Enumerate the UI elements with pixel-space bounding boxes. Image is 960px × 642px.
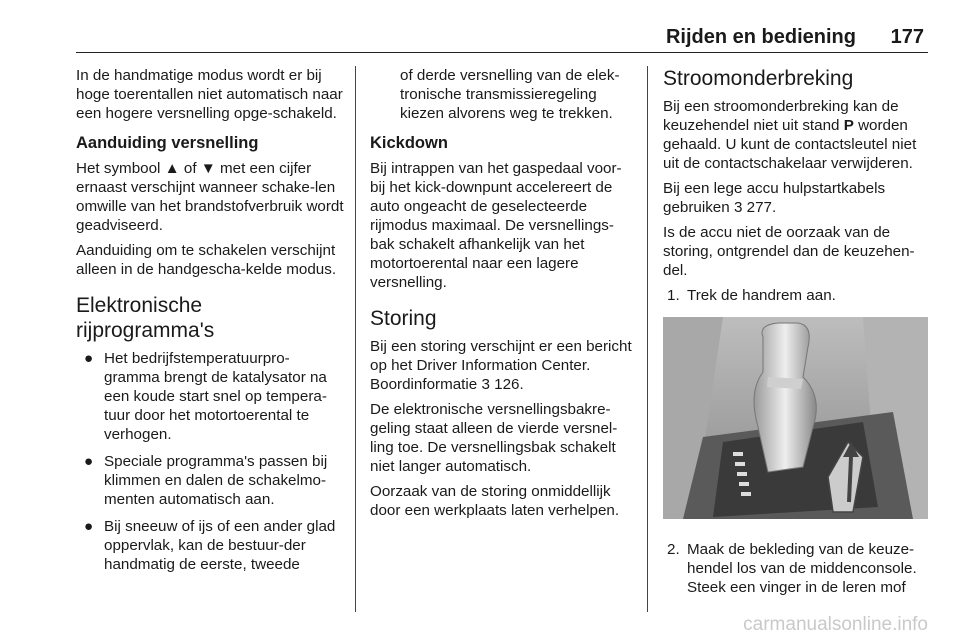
page-ref-icon: 3 [481, 376, 490, 393]
paragraph: Bij een stroomonderbreking kan de keuzehendel niet uit stand P worden gehaald. U kunt de contactsleutel niet uit de contactschakelaar verwijderen. [663, 98, 917, 172]
list-item: ● Speciale programma's passen bij klimmen en dalen de schakelmo-menten automatisch aan. [84, 453, 328, 508]
page-header [76, 0, 928, 53]
column-1 [76, 66, 344, 582]
page-reference: 126. [494, 376, 524, 393]
column-divider [355, 66, 356, 612]
page-reference: 277. [746, 199, 777, 216]
paragraph: Het symbool ▲ of ▼ met een cijfer ernaast verschijnt wanneer schake-len omwille van het brandstofverbruik wordt geadviseerd. [76, 160, 344, 234]
list-item: 2. Maak de bekleding van de keuze-hendel los van de middenconsole. Steek een vinger in de leren mof [667, 541, 917, 596]
heading-elektronische-rijprogrammas [76, 293, 344, 343]
heading-kickdown: Kickdown [370, 134, 448, 152]
heading-aanduiding-versnelling: Aanduiding versnelling [76, 134, 259, 152]
paragraph: De elektronische versnellingsbakre-geling staat alleen de vierde versnel-ling toe. De versnellingsbak schakelt niet langer automatisch. [370, 401, 618, 475]
bullet-icon: ● [84, 518, 94, 535]
paragraph: Bij een lege accu hulpstartkabels gebruiken 3 277. [663, 180, 886, 216]
paragraph: Oorzaak van de storing onmiddellijk door een werkplaats laten verhelpen. [370, 483, 620, 519]
column-3 [663, 66, 928, 603]
bullet-list [76, 349, 344, 574]
step-list [663, 286, 928, 305]
heading-line: Elektronische [76, 294, 203, 317]
paragraph: In de handmatige modus wordt er bij hoge toerentallen niet automatisch naar een hogere versnelling opge-schakeld. [76, 67, 343, 122]
bullet-icon: ● [84, 453, 94, 470]
paragraph: Bij intrappen van het gaspedaal voor-bij het kick-downpunt accelereert de auto ongeacht de geselecteerde rijmodus maximaal. De versnellings-bak schakelt afhankelijk van het motortoerental naar een lagere versnelling. [370, 160, 622, 291]
page-ref-icon: 3 [733, 199, 743, 216]
section-title: Rijden en bediening [665, 26, 856, 48]
list-item: ● Bij sneeuw of ijs of een ander glad oppervlak, kan de bestuur-der handmatig de eerste, tweede [84, 518, 336, 573]
watermark: carmanualsonline.info [743, 614, 928, 635]
page-number: 177 [890, 26, 924, 48]
paragraph: Is de accu niet de oorzaak van de storing, ontgrendel dan de keuzehen-del. [663, 224, 915, 279]
bullet-icon: ● [84, 350, 94, 367]
list-item: ● Het bedrijfstemperatuurpro-gramma brengt de katalysator na een koude start snel op tempera-tuur door het motortoerental te verhogen. [84, 350, 327, 443]
list-item: 1. Trek de handrem aan. [667, 287, 836, 304]
column-2 [370, 66, 632, 526]
heading-storing: Storing [370, 307, 437, 330]
gear-position-p: P [843, 117, 854, 134]
step-list [663, 540, 928, 597]
heading-stroomonderbreking: Stroomonderbreking [663, 67, 854, 90]
paragraph: of derde versnelling van de elek-tronische transmissieregeling kiezen alvorens weg te trekken. [400, 67, 620, 122]
heading-line: rijprogramma's [76, 319, 215, 342]
paragraph: Aanduiding om te schakelen verschijnt alleen in de handgescha-kelde modus. [76, 242, 337, 278]
paragraph: Bij een storing verschijnt er een bericht op het Driver Information Center. Boordinformatie 3 126. [370, 338, 632, 393]
column-divider [647, 66, 648, 612]
gear-selector-illustration [663, 317, 928, 519]
